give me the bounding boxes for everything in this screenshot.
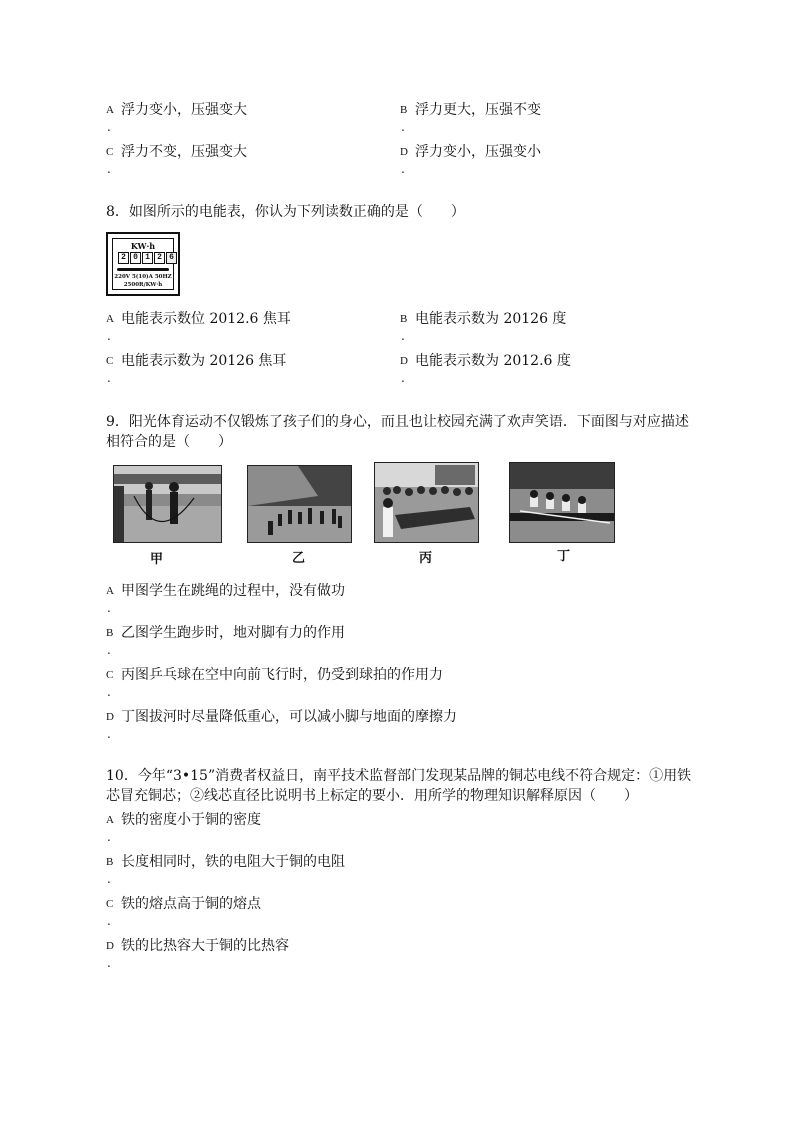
option-letter: C <box>106 355 114 367</box>
option-dot: . <box>107 643 111 657</box>
photo-running <box>247 465 352 543</box>
option-text: 丙图乒乓球在空中向前飞行时，仍受到球拍的作用力 <box>121 667 443 683</box>
option-dot: . <box>107 685 111 699</box>
option-dot: . <box>107 601 111 615</box>
option-letter: D <box>106 711 114 723</box>
meter-digit: 1 <box>142 252 153 264</box>
option-letter: C <box>106 146 114 158</box>
photo-jump-rope <box>113 465 222 543</box>
question-10-stem-line2: 芯冒充铜芯；②线芯直径比说明书上标定的要小．用所学的物理知识解释原因（ ） <box>106 788 638 804</box>
meter-spec-revolutions: 2500R/KW·h <box>123 282 163 288</box>
option-letter: C <box>106 669 114 681</box>
option-letter: A <box>106 104 114 116</box>
option-letter: B <box>106 627 114 639</box>
option-letter: A <box>106 814 114 826</box>
question-8-stem: 8．如图所示的电能表，你认为下列读数正确的是（ ） <box>106 204 465 220</box>
meter-digit: 0 <box>130 252 141 264</box>
meter-disc <box>117 268 169 271</box>
option-dot: . <box>401 371 405 385</box>
question-10-stem-line1: 10．今年“3•15”消费者权益日，南平技术监督部门发现某品牌的铜芯电线不符合规定：①用铁 <box>106 768 692 784</box>
option-text: 浮力不变，压强变大 <box>121 144 247 160</box>
option-letter: B <box>400 104 408 116</box>
option-text: 电能表示数为 2012.6 度 <box>415 353 571 369</box>
caption-bing: 丙 <box>419 551 433 566</box>
option-dot: . <box>401 120 405 134</box>
option-dot: . <box>107 727 111 741</box>
option-letter: D <box>400 146 408 158</box>
photo-table-tennis <box>374 462 479 543</box>
caption-jia: 甲 <box>150 552 164 567</box>
option-dot: . <box>107 872 111 886</box>
question-9-stem-line1: 9．阳光体育运动不仅锻炼了孩子们的身心，而且也让校园充满了欢声笑语．下面图与对应描述 <box>106 414 689 430</box>
option-text: 铁的密度小于铜的密度 <box>121 812 261 828</box>
meter-digit: 6 <box>166 252 177 264</box>
option-letter: D <box>106 940 114 952</box>
option-text: 甲图学生在跳绳的过程中，没有做功 <box>121 583 345 599</box>
option-text: 铁的熔点高于铜的熔点 <box>121 896 261 912</box>
meter-digit: 2 <box>154 252 165 264</box>
option-text: 浮力变小，压强变小 <box>415 144 541 160</box>
option-dot: . <box>107 120 111 134</box>
option-dot: . <box>107 329 111 343</box>
meter-digits <box>118 252 177 264</box>
meter-digit: 2 <box>118 252 129 264</box>
option-text: 铁的比热容大于铜的比热容 <box>121 938 289 954</box>
option-dot: . <box>107 162 111 176</box>
option-text: 长度相同时，铁的电阻大于铜的电阻 <box>121 854 345 870</box>
option-text: 电能表示数位 2012.6 焦耳 <box>121 311 291 327</box>
option-dot: . <box>401 162 405 176</box>
option-text: 丁图拔河时尽量降低重心，可以减小脚与地面的摩擦力 <box>121 709 457 725</box>
caption-ding: 丁 <box>557 549 571 564</box>
option-dot: . <box>107 956 111 970</box>
option-letter: A <box>106 313 114 325</box>
option-letter: C <box>106 898 114 910</box>
option-dot: . <box>107 830 111 844</box>
option-text: 电能表示数为 20126 焦耳 <box>121 353 287 369</box>
option-text: 电能表示数为 20126 度 <box>415 311 567 327</box>
option-dot: . <box>107 914 111 928</box>
caption-yi: 乙 <box>292 551 306 566</box>
option-letter: A <box>106 585 114 597</box>
option-text: 浮力变小，压强变大 <box>121 102 247 118</box>
meter-spec-rating: 220V 5(10)A 50HZ <box>114 274 172 280</box>
option-text: 乙图学生跑步时，地对脚有力的作用 <box>121 625 345 641</box>
option-letter: D <box>400 355 408 367</box>
option-text: 浮力更大，压强不变 <box>415 102 541 118</box>
meter-unit: KW·h <box>130 241 156 251</box>
option-dot: . <box>401 329 405 343</box>
photo-tug-of-war <box>509 462 615 543</box>
option-dot: . <box>107 371 111 385</box>
question-9-stem-line2: 相符合的是（ ） <box>106 434 232 450</box>
option-letter: B <box>106 856 114 868</box>
electric-meter-figure <box>106 232 180 296</box>
option-letter: B <box>400 313 408 325</box>
